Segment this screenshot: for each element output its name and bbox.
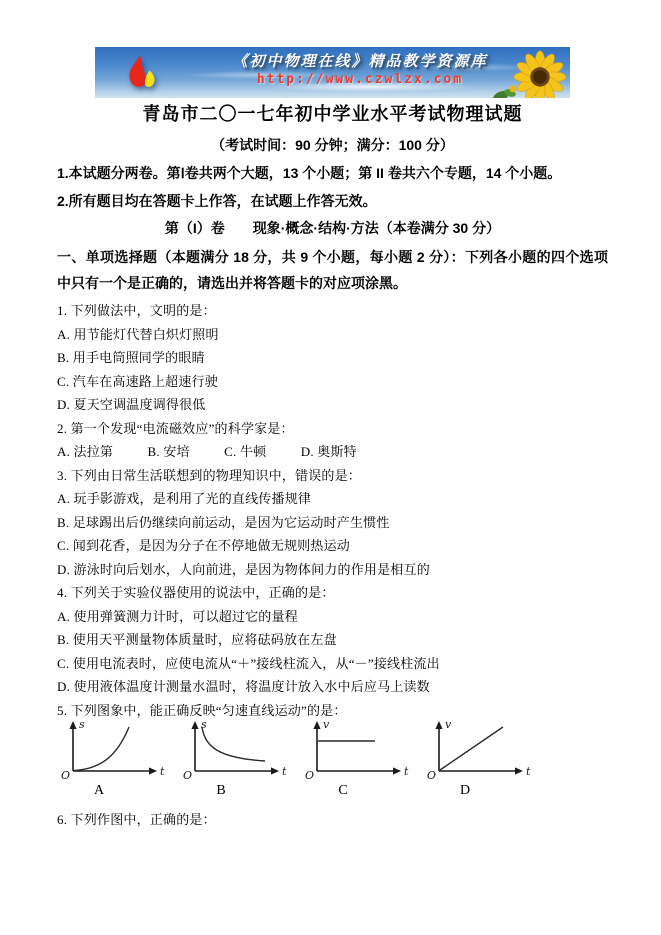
y-axis-label: v bbox=[323, 718, 330, 731]
option-line: B. 使用天平测量物体质量时，应将砝码放在左盘 bbox=[57, 632, 337, 647]
graph-letter: C bbox=[338, 783, 348, 798]
y-axis-arrow-icon bbox=[435, 721, 442, 729]
option: C. 牛顿 bbox=[224, 444, 267, 459]
y-axis-label: v bbox=[445, 718, 452, 731]
notice-line-2: 2.所有题目均在答题卡上作答，在试题上作答无效。 bbox=[57, 193, 377, 209]
graph-option-d bbox=[423, 718, 545, 799]
option-line bbox=[57, 440, 608, 464]
section-heading: 第（I）卷 现象·概念·结构·方法（本卷满分 30 分） bbox=[164, 220, 501, 236]
flame-logo-icon bbox=[121, 53, 163, 95]
document-page bbox=[57, 47, 608, 832]
option-line: B. 用手电筒照同学的眼睛 bbox=[57, 350, 205, 365]
y-axis-arrow-icon bbox=[313, 721, 320, 729]
option: B. 安培 bbox=[147, 444, 190, 459]
graph-option-a bbox=[57, 718, 179, 799]
banner-site-title: 《初中物理在线》精品教学资源库 bbox=[232, 53, 488, 70]
y-axis-arrow-icon bbox=[191, 721, 198, 729]
graph-letter: B bbox=[216, 783, 226, 798]
question-stem: 2. 第一个发现“电流磁效应”的科学家是： bbox=[57, 420, 294, 436]
option-line: A. 用节能灯代替白炽灯照明 bbox=[57, 326, 219, 342]
y-axis-arrow-icon bbox=[69, 721, 76, 729]
option-line: A. 玩手影游戏，是利用了光的直线传播规律 bbox=[57, 491, 312, 506]
section-instruction: 一、单项选择题（本题满分 18 分，共 9 个小题，每小题 2 分）：下列各小题的四个选项中只有一个是正确的，请选出并将答题卡的对应项涂黑。 bbox=[57, 249, 608, 291]
option-line: D. 夏天空调温度调得很低 bbox=[57, 397, 206, 412]
graph-letter: A bbox=[93, 783, 105, 798]
y-axis-label: s bbox=[201, 718, 207, 731]
option: D. 奥斯特 bbox=[300, 444, 357, 459]
option: A. 法拉第 bbox=[57, 444, 114, 459]
curve-decelerating bbox=[202, 727, 265, 761]
origin-label: O bbox=[305, 769, 315, 782]
x-axis-label: t bbox=[160, 765, 165, 778]
question-stem: 3. 下列由日常生活联想到的物理知识中，错误的是： bbox=[57, 467, 362, 483]
question-1 bbox=[57, 299, 608, 417]
option-line: C. 闻到花香，是因为分子在不停地做无规则热运动 bbox=[57, 538, 350, 553]
notice-line-1: 1.本试题分两卷。第Ⅰ卷共两个大题，13 个小题；第 II 卷共六个专题，14 个小题。 bbox=[57, 165, 562, 181]
question-3 bbox=[57, 464, 608, 582]
graph-letter: D bbox=[459, 783, 471, 798]
question-stem: 5. 下列图象中，能正确反映“匀速直线运动”的是： bbox=[57, 702, 347, 718]
question-stem: 6. 下列作图中，正确的是： bbox=[57, 812, 216, 827]
x-axis-arrow-icon bbox=[271, 767, 279, 774]
banner-site-url: http://www.czwlzx.com bbox=[256, 72, 464, 87]
question-stem: 4. 下列关于实验仪器使用的说法中，正确的是： bbox=[57, 585, 335, 600]
curve-accelerating bbox=[74, 727, 129, 771]
option-line: C. 使用电流表时，应使电流从“＋”接线柱流入，从“－”接线柱流出 bbox=[57, 655, 440, 671]
option-line: C. 汽车在高速路上超速行驶 bbox=[57, 373, 218, 389]
origin-label: O bbox=[183, 769, 193, 782]
x-axis-arrow-icon bbox=[515, 767, 523, 774]
x-axis-arrow-icon bbox=[149, 767, 157, 774]
motion-graphs-figure bbox=[57, 718, 608, 799]
curve-linear-increase bbox=[440, 727, 503, 770]
option-line: D. 游泳时向后划水，人向前进，是因为物体间力的作用是相互的 bbox=[57, 561, 430, 577]
origin-label: O bbox=[427, 769, 437, 782]
question-4 bbox=[57, 581, 608, 699]
sunflower-icon bbox=[511, 47, 569, 98]
question-6 bbox=[57, 808, 608, 832]
x-axis-label: t bbox=[282, 765, 287, 778]
x-axis-label: t bbox=[526, 765, 531, 778]
banner-text bbox=[200, 50, 520, 87]
x-axis-arrow-icon bbox=[393, 767, 401, 774]
graph-option-c bbox=[301, 718, 423, 799]
question-list bbox=[57, 299, 608, 832]
site-banner bbox=[95, 47, 570, 98]
page-title: 青岛市二〇一七年初中学业水平考试物理试题 bbox=[142, 104, 523, 124]
option-line: D. 使用液体温度计测量水温时，将温度计放入水中后应马上读数 bbox=[57, 679, 430, 694]
exam-info: （考试时间：90 分钟；满分：100 分） bbox=[211, 137, 454, 153]
question-stem: 1. 下列做法中，文明的是： bbox=[57, 303, 216, 318]
y-axis-label: s bbox=[79, 718, 85, 731]
option-line: B. 足球踢出后仍继续向前运动，是因为它运动时产生惯性 bbox=[57, 514, 390, 530]
origin-label: O bbox=[61, 769, 71, 782]
option-line: A. 使用弹簧测力计时，可以超过它的量程 bbox=[57, 608, 298, 624]
graph-option-b bbox=[179, 718, 301, 799]
question-5 bbox=[57, 699, 608, 800]
x-axis-label: t bbox=[404, 765, 409, 778]
question-2 bbox=[57, 417, 608, 464]
